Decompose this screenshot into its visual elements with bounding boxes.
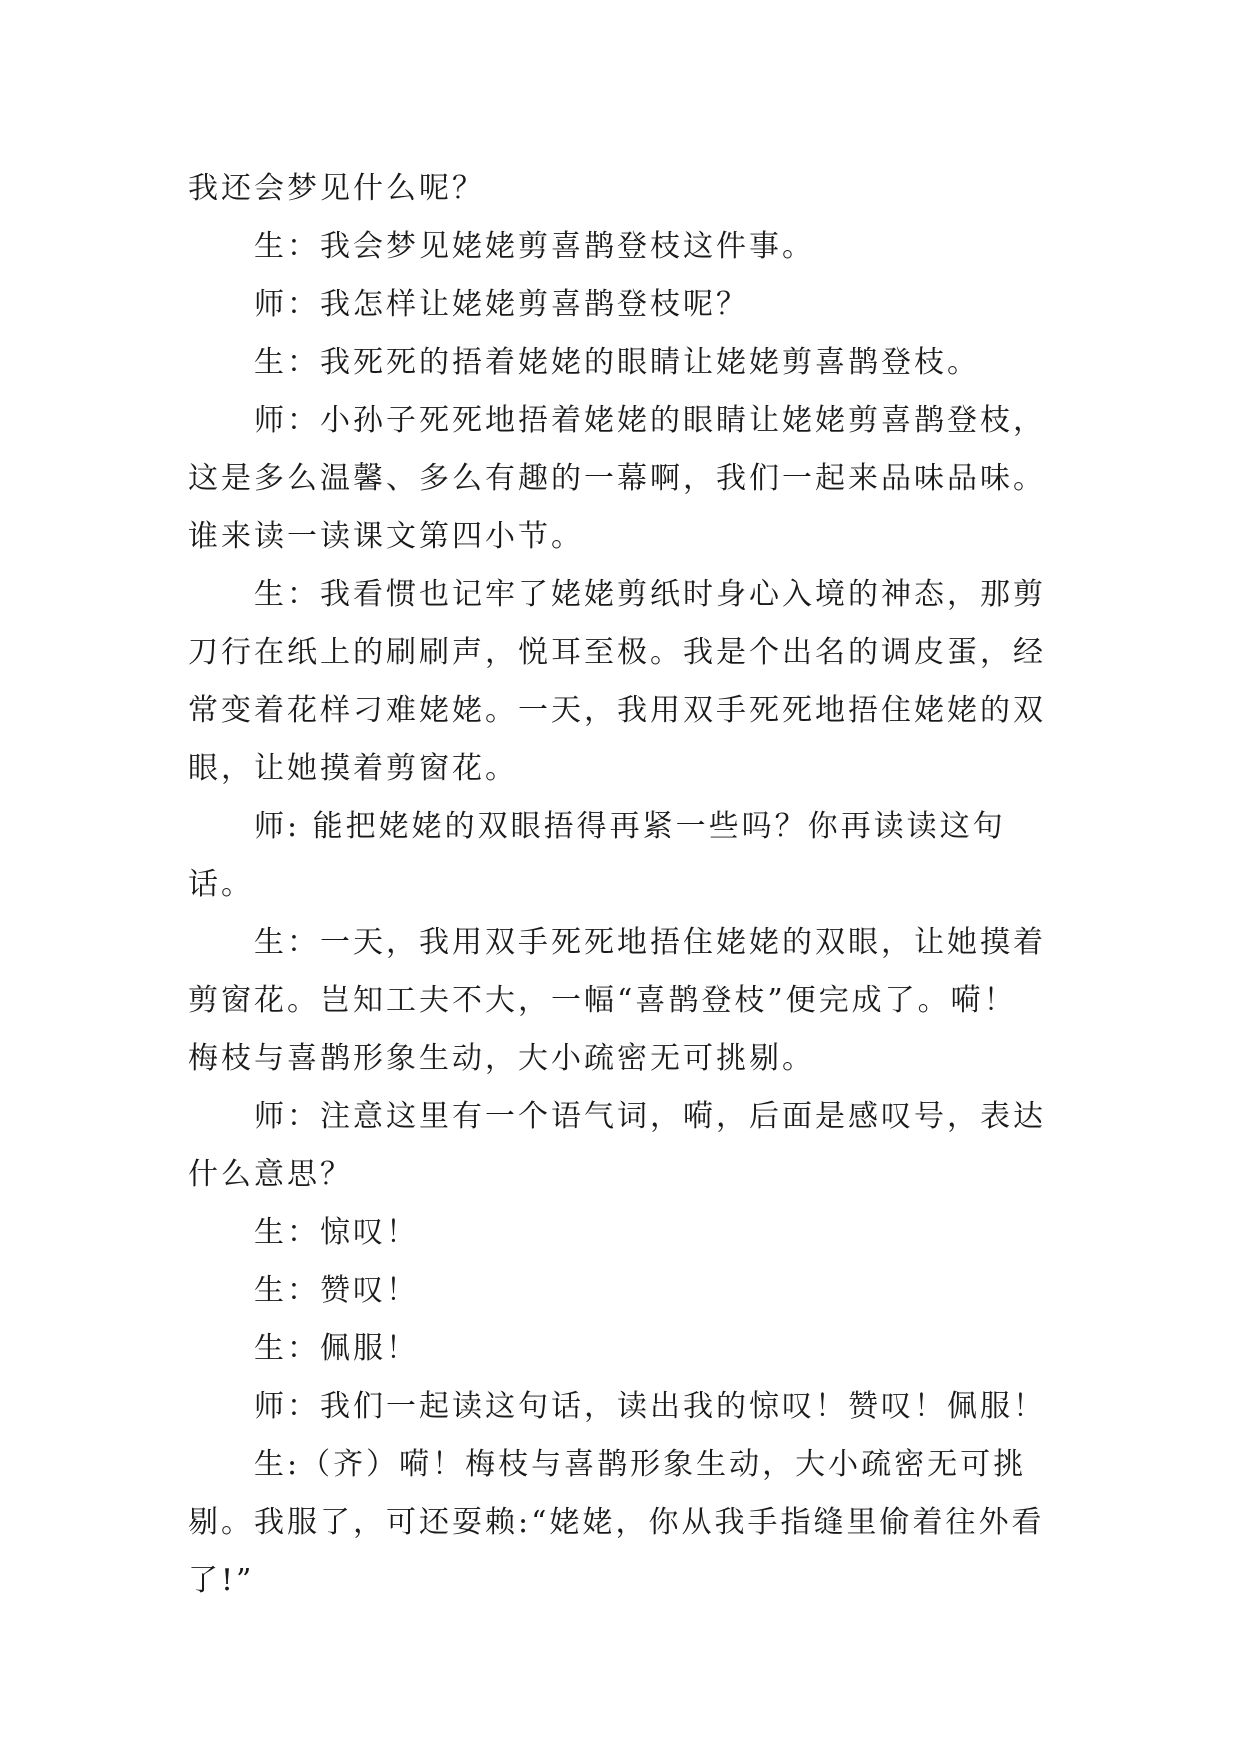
paragraph: 生：惊叹！ xyxy=(254,1215,419,1250)
paragraph: 师：我们一起读这句话，读出我的惊叹！赞叹！佩服！ xyxy=(254,1389,1046,1424)
paragraph: 我还会梦见什么呢？ xyxy=(188,171,485,206)
paragraph: 师：注意这里有一个语气词，嗬，后面是感叹号，表达什么意思？ xyxy=(188,1099,1046,1192)
paragraph: 生：我死死的捂着姥姥的眼睛让姥姥剪喜鹊登枝。 xyxy=(254,345,980,380)
paragraph: 生：佩服！ xyxy=(254,1331,419,1366)
paragraph: 师: 能把姥姥的双眼捂得再紧一些吗？你再读读这句话。 xyxy=(188,809,1006,902)
paragraph: 师：我怎样让姥姥剪喜鹊登枝呢？ xyxy=(254,287,749,322)
paragraph: 生:（齐）嗬！梅枝与喜鹊形象生动，大小疏密无可挑剔。我服了，可还耍赖:“姥姥，你从我手指缝里偷着往外看了!” xyxy=(188,1447,1045,1598)
paragraph: 生：我看惯也记牢了姥姥剪纸时身心入境的神态，那剪刀行在纸上的刷刷声，悦耳至极。我是个出名的调皮蛋，经常变着花样刁难姥姥。一天，我用双手死死地捂住姥姥的双眼，让她摸着剪窗花。 xyxy=(188,577,1046,786)
document-body xyxy=(188,160,1048,1610)
paragraph: 生：一天，我用双手死死地捂住姥姥的双眼，让她摸着剪窗花。岂知工夫不大，一幅“喜鹊登枝”便完成了。嗬！梅枝与喜鹊形象生动，大小疏密无可挑剔。 xyxy=(188,925,1046,1076)
paragraph: 生：赞叹！ xyxy=(254,1273,419,1308)
paragraph: 生：我会梦见姥姥剪喜鹊登枝这件事。 xyxy=(254,229,815,264)
paragraph: 师：小孙子死死地捂着姥姥的眼睛让姥姥剪喜鹊登枝，这是多么温馨、多么有趣的一幕啊，我们一起来品味品味。谁来读一读课文第四小节。 xyxy=(188,403,1046,554)
